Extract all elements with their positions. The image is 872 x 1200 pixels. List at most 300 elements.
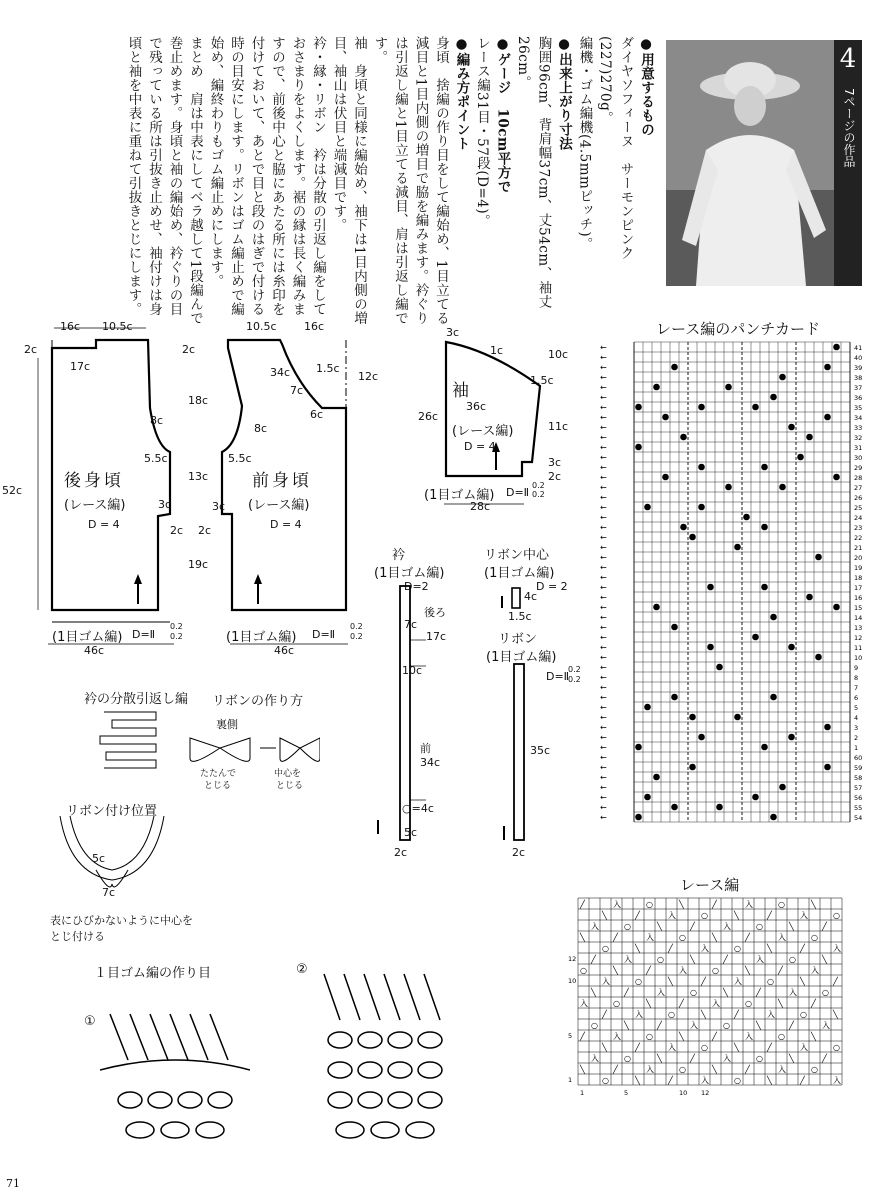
row-arrow: ←: [600, 473, 607, 482]
punch-hole: [815, 554, 822, 561]
front-body-sub: (レース編): [248, 498, 310, 513]
lace-symbol: 入: [646, 1065, 654, 1074]
lace-symbol: ○: [646, 900, 653, 909]
lace-symbol: ╲: [712, 933, 717, 942]
collar-sub: (1目ゴム編): [374, 566, 445, 581]
lace-symbol: ╲: [635, 944, 640, 953]
row-number: 5: [854, 704, 859, 712]
lace-symbol: 入: [701, 1076, 709, 1085]
row-arrow: ←: [600, 813, 607, 822]
row-arrow: ←: [600, 563, 607, 572]
row-number: 30: [854, 454, 863, 462]
row-number: 13: [854, 624, 863, 632]
lace-symbol: ○: [657, 955, 664, 964]
lace-col-number: 5: [624, 1089, 629, 1097]
ribbon-d: D=Ⅱ: [546, 670, 570, 683]
lace-symbol: ○: [767, 977, 774, 986]
ribbon-center-w15: 1.5c: [508, 610, 532, 623]
rib-start-title: １目ゴム編の作り目: [94, 966, 212, 981]
back-neck-label: 17c: [70, 360, 91, 373]
row-number: 22: [854, 534, 863, 542]
row-number: 26: [854, 494, 863, 502]
lace-symbol: ○: [778, 1032, 785, 1041]
row-number: 57: [854, 784, 863, 792]
lace-symbol: 入: [800, 1043, 808, 1052]
lace-symbol: 入: [745, 900, 753, 909]
lace-symbol: 入: [690, 1021, 698, 1030]
punch-hole: [662, 474, 669, 481]
punch-hole: [743, 514, 750, 521]
lace-symbol: ╱: [723, 955, 728, 964]
punch-hole: [779, 484, 786, 491]
sleeve-cap-height: 10c: [548, 348, 569, 361]
punch-hole: [707, 644, 714, 651]
lace-symbol: ╱: [668, 944, 673, 953]
row-arrow: ←: [600, 383, 607, 392]
ribbon-d2: 0.2: [568, 665, 581, 674]
lace-symbol: ╲: [580, 933, 585, 942]
back-width-left: 16c: [60, 320, 81, 333]
lace-symbol: ╱: [767, 911, 772, 920]
ribbon-len: 35c: [530, 744, 551, 757]
row-arrow: ←: [600, 703, 607, 712]
row-arrow: ←: [600, 593, 607, 602]
row-arrow: ←: [600, 463, 607, 472]
back-rib-d: D=Ⅱ: [132, 628, 156, 641]
punch-hole: [806, 594, 813, 601]
row-number: 16: [854, 594, 863, 602]
back-side-label: 3c: [158, 498, 172, 511]
ribbon-make-center2: とじる: [276, 781, 304, 791]
row-arrow: ←: [600, 373, 607, 382]
lace-symbol: ╱: [624, 988, 629, 997]
lace-symbol: 入: [613, 1032, 621, 1041]
ribbon-title: リボン: [498, 632, 538, 647]
lace-symbol: 入: [778, 933, 786, 942]
lace-symbol: 入: [811, 966, 819, 975]
row-arrow: ←: [600, 343, 607, 352]
collar-short-diagram: [90, 706, 170, 776]
lace-symbol: 入: [723, 1054, 731, 1063]
front-neck3-label: 1.5c: [316, 362, 340, 375]
lace-symbol: ○: [624, 1054, 631, 1063]
row-number: 56: [854, 794, 863, 802]
row-number: 32: [854, 434, 863, 442]
row-number: 27: [854, 484, 863, 492]
row-arrow: ←: [600, 803, 607, 812]
lace-symbol: ○: [602, 944, 609, 953]
instruction-text: レース編31目・57段(D=4)。: [474, 36, 490, 229]
lace-symbol: 入: [800, 911, 808, 920]
lace-symbol: ╲: [635, 1076, 640, 1085]
row-arrow: ←: [600, 713, 607, 722]
back-armhole2-label: 5.5c: [144, 452, 168, 465]
punch-card-title: レース編のパンチカード: [656, 320, 820, 338]
lace-symbol: 入: [668, 1043, 676, 1052]
row-number: 41: [854, 344, 863, 352]
punch-hole: [833, 344, 840, 351]
lace-symbol: 入: [613, 900, 621, 909]
punch-hole: [806, 434, 813, 441]
sleeve-width: 28c: [470, 500, 491, 513]
lace-symbol: ○: [745, 999, 752, 1008]
row-arrow: ←: [600, 613, 607, 622]
front-rib-d3: 0.2: [350, 632, 363, 641]
row-number: 12: [854, 634, 863, 642]
punch-hole: [824, 724, 831, 731]
row-arrow: ←: [600, 363, 607, 372]
rib-step1-diagram: [100, 1010, 250, 1160]
lace-symbol: ╲: [822, 955, 827, 964]
lace-symbol: ○: [591, 1021, 598, 1030]
lace-symbol: ○: [723, 1021, 730, 1030]
model-photo: [666, 40, 862, 286]
row-arrow: ←: [600, 623, 607, 632]
row-number: 9: [854, 664, 859, 672]
lace-row-number: 5: [568, 1032, 573, 1040]
punch-hole: [698, 734, 705, 741]
lace-symbol: 入: [745, 1032, 753, 1041]
sleeve-gauge: D = 4: [464, 440, 496, 453]
lace-symbol: ○: [833, 1043, 840, 1052]
lace-symbol: ╲: [734, 911, 739, 920]
lace-symbol: ╱: [833, 977, 838, 986]
lace-symbol: ╱: [580, 1032, 585, 1041]
row-arrow: ←: [600, 533, 607, 542]
lace-symbol: ○: [701, 911, 708, 920]
sleeve-rib-d: D=Ⅱ: [506, 486, 530, 499]
lace-symbol: ╲: [657, 1054, 662, 1063]
lace-symbol: ╲: [679, 1032, 684, 1041]
sleeve-w36: 36c: [466, 400, 487, 413]
row-number: 11: [854, 644, 863, 652]
instruction-text: 編機・ゴム編機(4.5mmピッチ)。: [576, 36, 593, 252]
front-width-right: 16c: [304, 320, 325, 333]
ribbon-center-title: リボン中心: [484, 548, 550, 563]
punch-hole: [644, 504, 651, 511]
row-arrow: ←: [600, 763, 607, 772]
lace-col-number: 10: [679, 1089, 688, 1097]
punch-hole: [644, 704, 651, 711]
row-arrow: ←: [600, 523, 607, 532]
sleeve-sub: (レース編): [452, 424, 514, 439]
back-rib-d3: 0.2: [170, 632, 183, 641]
row-number: 18: [854, 574, 863, 582]
row-arrow: ←: [600, 553, 607, 562]
lace-symbol: 入: [712, 999, 720, 1008]
punch-hole: [716, 664, 723, 671]
lace-row-number: 10: [568, 977, 577, 985]
front-neck2-label: 7c: [290, 384, 304, 397]
punch-hole: [644, 794, 651, 801]
row-number: 60: [854, 754, 863, 762]
lace-symbol: 入: [580, 999, 588, 1008]
lace-col-number: 12: [701, 1089, 710, 1097]
punch-hole: [779, 374, 786, 381]
punch-hole: [716, 804, 723, 811]
lace-symbol: 入: [833, 944, 841, 953]
ribbon-make-back: 裏側: [216, 718, 238, 731]
punch-hole: [734, 714, 741, 721]
lace-symbol: ╱: [580, 900, 585, 909]
collar-c10: 10c: [402, 664, 423, 677]
lace-symbol: ╲: [800, 977, 805, 986]
collar-short-title: 衿の分散引返し編: [84, 692, 189, 707]
front-low-height: 19c: [188, 558, 209, 571]
sleeve-rib-d2: 0.2: [532, 481, 545, 490]
row-number: 19: [854, 564, 863, 572]
lace-symbol: ╲: [668, 977, 673, 986]
row-arrow: ←: [600, 723, 607, 732]
sleeve-h2: 2c: [548, 470, 562, 483]
punch-hole: [824, 364, 831, 371]
lace-symbol: ╱: [657, 1021, 662, 1030]
back-body-sub: (レース編): [64, 498, 126, 513]
row-arrow: ←: [600, 543, 607, 552]
sleeve-rib: (1目ゴム編): [424, 488, 495, 503]
punch-hole: [833, 604, 840, 611]
row-arrow: ←: [600, 443, 607, 452]
ribbon-pos-diagram: [40, 814, 200, 914]
lace-symbol: ╱: [734, 1010, 739, 1019]
work-number: 4: [839, 44, 857, 74]
front-neck-height: 12c: [358, 370, 379, 383]
lace-chart-grid: [568, 894, 854, 1104]
lace-symbol: ╲: [657, 922, 662, 931]
collar-title: 衿: [392, 548, 406, 563]
photo-caption: 7ページの作品: [842, 88, 856, 168]
lace-symbol: ╱: [756, 988, 761, 997]
row-arrow: ←: [600, 423, 607, 432]
punch-hole: [752, 634, 759, 641]
sleeve-top: 3c: [446, 326, 460, 339]
lace-symbol: 入: [591, 1054, 599, 1063]
collar-front-len: 34c: [420, 756, 441, 769]
collar-c2: 2c: [394, 846, 408, 859]
lace-symbol: ○: [679, 1065, 686, 1074]
row-arrow: ←: [600, 673, 607, 682]
lace-symbol: 入: [646, 933, 654, 942]
lace-symbol: 入: [624, 955, 632, 964]
front-armhole-height: 18c: [188, 394, 209, 407]
front-armhole-label: 8c: [254, 422, 268, 435]
ribbon-make-title: リボンの作り方: [212, 694, 304, 709]
lace-symbol: ○: [690, 988, 697, 997]
lace-symbol: ○: [635, 977, 642, 986]
front-body-gauge: D = 4: [270, 518, 302, 531]
lace-symbol: ╲: [767, 944, 772, 953]
lace-symbol: 入: [591, 922, 599, 931]
punch-hole: [779, 784, 786, 791]
lace-symbol: ○: [822, 988, 829, 997]
instruction-heading: ●編み方ポイント: [453, 36, 470, 151]
row-arrow: ←: [600, 753, 607, 762]
lace-symbol: ╲: [833, 1010, 838, 1019]
lace-symbol: ╲: [734, 1043, 739, 1052]
instruction-text: ダイヤソフィーヌ サーモンピンク(227)270g。: [597, 36, 634, 260]
punch-hole: [761, 584, 768, 591]
row-arrow: ←: [600, 693, 607, 702]
row-number: 3: [854, 724, 859, 732]
row-arrow: ←: [600, 603, 607, 612]
instruction-text: まとめ 肩は中表にしてベラ越して1段編んで巻止めます。身頃と袖の編始め、衿ぐりの目で残っている所は引抜き止めせ、袖付けは身頃と袖を中表に重ねて引抜きとじにします。: [125, 36, 203, 326]
lace-symbol: ╱: [602, 1010, 607, 1019]
punch-hole: [824, 414, 831, 421]
punch-hole: [635, 814, 642, 821]
lace-symbol: ╱: [778, 966, 783, 975]
punch-hole: [653, 384, 660, 391]
punch-hole: [635, 404, 642, 411]
lace-symbol: ○: [800, 1010, 807, 1019]
punch-hole: [761, 524, 768, 531]
punch-hole: [788, 644, 795, 651]
row-arrow: ←: [600, 413, 607, 422]
instruction-text: 身頃 捨編の作り目をして編始め、1目立てる減目と1目内側の増目で脇を編みます。衿ぐりは引返し編と1目立てる減目、肩は引返し編です。: [371, 36, 449, 326]
front-rib-d: D=Ⅱ: [312, 628, 336, 641]
instruction-text: 衿・縁・リボン 衿は分散の引返し編をしておさまりをよくします。裾の縁は長く編みますので、前後中心と脇にあたる所には糸印を付けておいて、あとで目と段のはぎで付ける時の目安にします。リボンはゴム編止めで編始め、編終わりもゴム編止めにします。: [207, 36, 326, 316]
punch-hole: [671, 804, 678, 811]
row-number: 54: [854, 814, 863, 822]
lace-symbol: ╱: [613, 933, 618, 942]
front-top-height: 2c: [182, 343, 196, 356]
punch-hole: [653, 774, 660, 781]
lace-symbol: ╲: [767, 1076, 772, 1085]
collar-d: D=2: [404, 580, 429, 593]
lace-symbol: ╱: [613, 1065, 618, 1074]
row-arrow: ←: [600, 393, 607, 402]
back-rib-d2: 0.2: [170, 622, 183, 631]
lace-symbol: ╱: [745, 933, 750, 942]
collar-back-label: 後ろ: [424, 606, 446, 619]
row-number: 21: [854, 544, 863, 552]
ribbon-center-sub: (1目ゴム編): [484, 566, 555, 581]
lace-symbol: ○: [580, 966, 587, 975]
lace-symbol: 入: [789, 988, 797, 997]
punch-hole: [734, 544, 741, 551]
punch-hole: [761, 464, 768, 471]
back-width-total: 46c: [84, 644, 105, 657]
lace-symbol: ╲: [723, 988, 728, 997]
instruction-text: 袖 身頃と同様に編始め、袖下は1目内側の増目、袖山は伏目と端減目です。: [330, 36, 367, 326]
row-arrow: ←: [600, 403, 607, 412]
row-number: 24: [854, 514, 863, 522]
lace-symbol: ╲: [756, 1021, 761, 1030]
lace-symbol: ○: [789, 955, 796, 964]
front-neck4-label: 6c: [310, 408, 324, 421]
lace-symbol: ╲: [811, 900, 816, 909]
front-rib-d2: 0.2: [350, 622, 363, 631]
row-arrow: ←: [600, 513, 607, 522]
row-number: 58: [854, 774, 863, 782]
lace-symbol: ○: [712, 966, 719, 975]
row-number: 38: [854, 374, 863, 382]
lace-symbol: ○: [613, 999, 620, 1008]
lace-symbol: ○: [778, 900, 785, 909]
lace-symbol: ╲: [712, 1065, 717, 1074]
back-body-title: 後身頃: [64, 471, 124, 491]
lace-symbol: ╲: [602, 911, 607, 920]
lace-symbol: ╱: [800, 1076, 805, 1085]
lace-symbol: ╱: [800, 944, 805, 953]
punch-hole: [671, 364, 678, 371]
collar-back-len: 17c: [426, 630, 447, 643]
punch-hole: [635, 444, 642, 451]
collar-c5: 5c: [404, 826, 418, 839]
rib-step1: ①: [84, 1014, 96, 1029]
punch-hole: [671, 624, 678, 631]
lace-symbol: ╱: [811, 999, 816, 1008]
lace-symbol: ╱: [712, 1032, 717, 1041]
lace-symbol: 入: [833, 1076, 841, 1085]
lace-symbol: ╲: [778, 999, 783, 1008]
row-number: 39: [854, 364, 863, 372]
ribbon-sub: (1目ゴム編): [486, 650, 557, 665]
back-armhole-label: 8c: [150, 414, 164, 427]
row-number: 20: [854, 554, 863, 562]
row-number: 31: [854, 444, 863, 452]
ribbon-make-fold: たたんで: [200, 769, 237, 779]
lace-symbol: ○: [833, 911, 840, 920]
back-total-height: 52c: [2, 484, 23, 497]
row-arrow: ←: [600, 793, 607, 802]
page-number: 71: [6, 1177, 20, 1190]
lace-symbol: ○: [811, 1065, 818, 1074]
punch-hole: [698, 464, 705, 471]
lace-symbol: ╱: [668, 1076, 673, 1085]
ribbon-make-center: 中心を: [274, 769, 302, 779]
row-number: 33: [854, 424, 863, 432]
row-number: 6: [854, 694, 859, 702]
row-number: 7: [854, 684, 859, 692]
row-arrow: ←: [600, 743, 607, 752]
punch-hole: [680, 434, 687, 441]
lace-symbol: 入: [701, 944, 709, 953]
lace-symbol: ○: [679, 933, 686, 942]
lace-symbol: ╲: [613, 966, 618, 975]
punch-hole: [770, 614, 777, 621]
lace-symbol: 入: [734, 977, 742, 986]
collar-c7: 7c: [404, 618, 418, 631]
row-arrow: ←: [600, 633, 607, 642]
punch-hole: [752, 404, 759, 411]
instruction-heading: ●ゲージ 10cm平方で: [494, 36, 511, 194]
lace-symbol: ╲: [646, 999, 651, 1008]
row-arrow: ←: [600, 783, 607, 792]
sleeve-h11: 11c: [548, 420, 569, 433]
lace-symbol: ○: [701, 1043, 708, 1052]
back-side2-label: 2c: [170, 524, 184, 537]
row-number: 1: [854, 744, 859, 752]
photo-image: [666, 40, 862, 286]
punch-hole: [707, 584, 714, 591]
rib-step2-diagram: [310, 970, 470, 1170]
lace-symbol: 入: [668, 911, 676, 920]
lace-symbol: ╱: [712, 900, 717, 909]
lace-symbol: 入: [723, 922, 731, 931]
punch-hole: [770, 814, 777, 821]
row-arrow: ←: [600, 583, 607, 592]
punch-hole: [770, 694, 777, 701]
front-armhole2-label: 5.5c: [228, 452, 252, 465]
lace-symbol: ╱: [789, 1021, 794, 1030]
punch-hole: [788, 424, 795, 431]
lace-row-number: 1: [568, 1076, 573, 1084]
punch-hole: [797, 454, 804, 461]
row-arrow: ←: [600, 773, 607, 782]
row-number: 40: [854, 354, 863, 362]
row-number: 17: [854, 584, 863, 592]
row-arrow: ←: [600, 503, 607, 512]
